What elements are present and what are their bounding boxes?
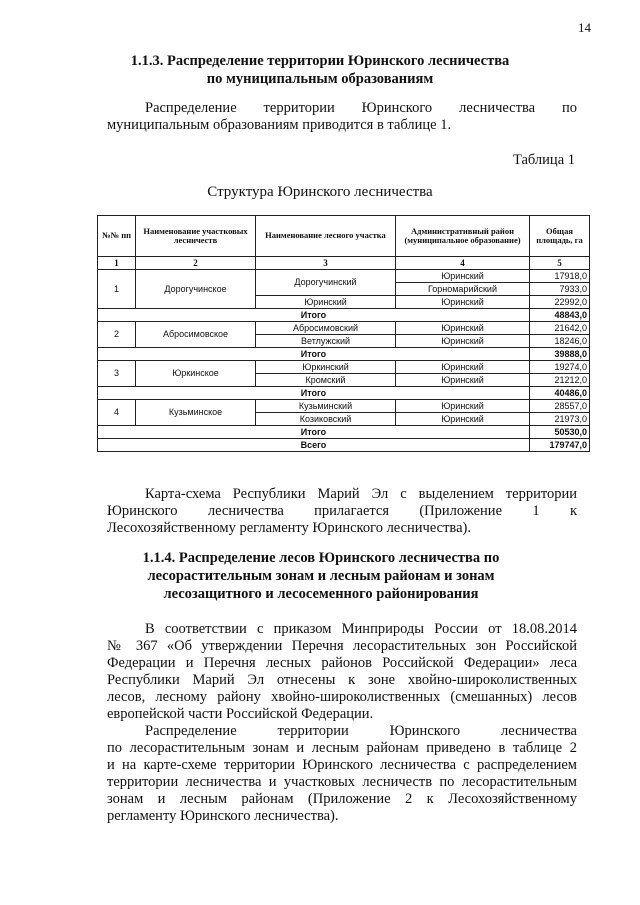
table-row: Кромский Юринский 21212,0 xyxy=(98,374,590,387)
forestry-structure-table xyxy=(97,215,590,452)
header-cell: №№ пп xyxy=(98,216,136,257)
table-row: 2 Абросимовское Абросимовский Юринский 21642,0 xyxy=(98,322,590,335)
intro-paragraph: Распределение территории Юринского лесничества по xyxy=(145,100,577,116)
grand-total-row: Всего 179747,0 xyxy=(98,439,590,452)
header-cell: Административный район (муниципальное образование) xyxy=(396,216,530,257)
intro-paragraph-line2: муниципальным образованиям приводится в таблице 1. xyxy=(107,117,452,133)
table-row: 1 Дорогучинское Дорогучинский Юринский 17918,0 xyxy=(98,270,590,283)
section-heading-1-1-4: 1.1.4. Распределение лесов Юринского лесничества по лесорастительным зонам и лесным районам и зонам лесозащитного и лесосеменного районирования xyxy=(142,550,500,602)
table-row: Ветлужский Юринский 18246,0 xyxy=(98,335,590,348)
subtotal-row: Итого 40486,0 xyxy=(98,387,590,400)
header-cell: Наименование участковых лесничеств xyxy=(136,216,256,257)
page-number: 14 xyxy=(578,20,591,35)
subtotal-row: Итого 39888,0 xyxy=(98,348,590,361)
header-cell: Общая площадь, га xyxy=(530,216,590,257)
table-row: Горномарийский 7933,0 xyxy=(98,283,590,296)
table-caption: Таблица 1 xyxy=(512,152,575,168)
table-row: 3 Юркинское Юркинский Юринский 19274,0 xyxy=(98,361,590,374)
header-cell: Наименование лесного участка xyxy=(256,216,396,257)
subtotal-row: Итого 48843,0 xyxy=(98,309,590,322)
table-row: Юринский Юринский 22992,0 xyxy=(98,296,590,309)
section-heading-1-1-3: 1.1.3. Распределение территории Юринского лесничества по муниципальным образованиям xyxy=(130,53,510,87)
table-header-row xyxy=(98,216,590,257)
subtotal-row: Итого 50530,0 xyxy=(98,426,590,439)
table-row: 4 Кузьминское Кузьминский Юринский 28557,0 xyxy=(98,400,590,413)
column-number-row: 1 2 3 4 5 xyxy=(98,257,590,270)
table-row: Козиковский Юринский 21973,0 xyxy=(98,413,590,426)
table-title: Структура Юринского лесничества xyxy=(207,184,433,200)
